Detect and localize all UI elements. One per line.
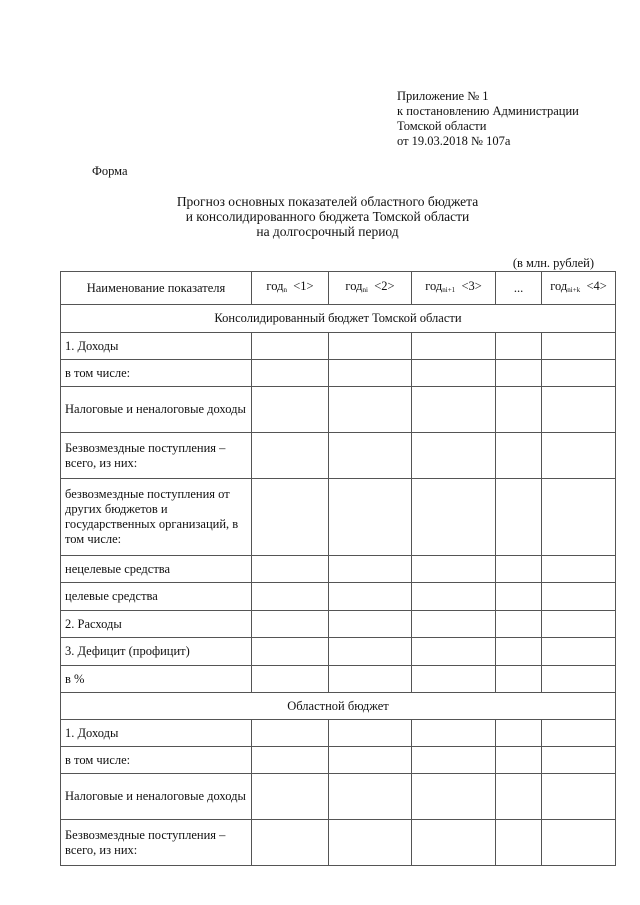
value-cell (496, 747, 542, 774)
indicator-name: в том числе: (61, 360, 252, 387)
header-subscript: ni+1 (442, 285, 456, 294)
value-cell (542, 638, 616, 666)
value-cell (542, 720, 616, 747)
value-cell (412, 820, 496, 866)
value-cell (329, 360, 412, 387)
column-header (542, 272, 616, 305)
value-cell (542, 433, 616, 479)
value-cell (412, 479, 496, 556)
appendix-line: Приложение № 1 (397, 89, 489, 103)
value-cell (412, 638, 496, 666)
indicator-name: Безвозмездные поступления – всего, из них: (61, 433, 252, 479)
value-cell (412, 720, 496, 747)
header-footnote: <3> (461, 278, 482, 293)
header-main: год (266, 278, 284, 293)
indicator-name: в том числе: (61, 747, 252, 774)
value-cell (496, 479, 542, 556)
value-cell (252, 433, 329, 479)
value-cell (496, 720, 542, 747)
column-header (61, 272, 252, 305)
table-row (61, 433, 616, 479)
table-row (61, 638, 616, 666)
table-row (61, 720, 616, 747)
value-cell (329, 774, 412, 820)
header-footnote: <4> (586, 278, 607, 293)
title-line: Прогноз основных показателей областного бюджета (176, 194, 479, 209)
header-footnote: <1> (293, 278, 314, 293)
value-cell (542, 333, 616, 360)
value-cell (252, 638, 329, 666)
value-cell (542, 556, 616, 583)
value-cell (329, 747, 412, 774)
value-cell (542, 747, 616, 774)
header-main: ... (513, 280, 524, 295)
forecast-table (60, 271, 616, 866)
header-subscript: ni (362, 285, 368, 294)
value-cell (496, 360, 542, 387)
header-footnote: <2> (374, 278, 395, 293)
table-row (61, 666, 616, 693)
value-cell (329, 720, 412, 747)
value-cell (412, 774, 496, 820)
table-row (61, 479, 616, 556)
value-cell (412, 433, 496, 479)
section-row (61, 693, 616, 720)
section-row (61, 305, 616, 333)
value-cell (329, 433, 412, 479)
value-cell (329, 333, 412, 360)
table-row (61, 747, 616, 774)
header-row (61, 272, 616, 305)
value-cell (542, 820, 616, 866)
table-row (61, 583, 616, 611)
column-header (329, 272, 412, 305)
value-cell (542, 666, 616, 693)
value-cell (252, 556, 329, 583)
table-row (61, 333, 616, 360)
indicator-name: Налоговые и неналоговые доходы (61, 774, 252, 820)
table-row (61, 820, 616, 866)
table-body (61, 305, 616, 866)
value-cell (412, 747, 496, 774)
indicator-name: Безвозмездные поступления – всего, из них: (61, 820, 252, 866)
table-row (61, 774, 616, 820)
column-header (252, 272, 329, 305)
value-cell (252, 583, 329, 611)
indicator-name: целевые средства (61, 583, 252, 611)
value-cell (329, 820, 412, 866)
value-cell (252, 360, 329, 387)
value-cell (329, 638, 412, 666)
value-cell (252, 333, 329, 360)
value-cell (542, 360, 616, 387)
appendix-line: к постановлению Администрации (397, 104, 579, 118)
value-cell (496, 611, 542, 638)
value-cell (412, 666, 496, 693)
appendix-line: от 19.03.2018 № 107а (397, 134, 511, 148)
header-main: год (550, 278, 568, 293)
indicator-name: Налоговые и неналоговые доходы (61, 387, 252, 433)
value-cell (329, 583, 412, 611)
value-cell (542, 583, 616, 611)
indicator-name: нецелевые средства (61, 556, 252, 583)
value-cell (329, 556, 412, 583)
value-cell (252, 666, 329, 693)
header-main: Наименование показателя (86, 280, 226, 295)
value-cell (412, 583, 496, 611)
value-cell (252, 611, 329, 638)
value-cell (412, 360, 496, 387)
section-title: Консолидированный бюджет Томской области (61, 305, 616, 333)
value-cell (496, 433, 542, 479)
value-cell (542, 387, 616, 433)
indicator-name: 3. Дефицит (профицит) (61, 638, 252, 666)
column-header (496, 272, 542, 305)
value-cell (329, 387, 412, 433)
value-cell (496, 666, 542, 693)
title-line: и консолидированного бюджета Томской области (185, 209, 470, 224)
appendix-block (397, 89, 579, 149)
value-cell (542, 774, 616, 820)
value-cell (252, 747, 329, 774)
header-main: год (425, 278, 443, 293)
value-cell (412, 333, 496, 360)
indicator-name: безвозмездные поступления от других бюджетов и государственных организаций, в том числе: (61, 479, 252, 556)
value-cell (412, 387, 496, 433)
indicator-name: 1. Доходы (61, 333, 252, 360)
value-cell (496, 387, 542, 433)
column-header (412, 272, 496, 305)
table-row (61, 387, 616, 433)
value-cell (496, 820, 542, 866)
value-cell (412, 556, 496, 583)
value-cell (496, 774, 542, 820)
value-cell (496, 333, 542, 360)
form-label: Форма (92, 164, 128, 178)
units-note: (в млн. рублей) (512, 256, 594, 270)
value-cell (329, 479, 412, 556)
document-title (60, 194, 595, 239)
value-cell (329, 666, 412, 693)
value-cell (329, 611, 412, 638)
value-cell (412, 611, 496, 638)
indicator-name: 2. Расходы (61, 611, 252, 638)
value-cell (252, 820, 329, 866)
title-line: на долгосрочный период (256, 224, 399, 239)
value-cell (252, 479, 329, 556)
table-row (61, 360, 616, 387)
value-cell (542, 611, 616, 638)
header-main: год (345, 278, 363, 293)
indicator-name: в % (61, 666, 252, 693)
section-title: Областной бюджет (61, 693, 616, 720)
value-cell (252, 387, 329, 433)
indicator-name: 1. Доходы (61, 720, 252, 747)
table-row (61, 611, 616, 638)
header-subscript: ni+k (567, 285, 581, 294)
value-cell (496, 556, 542, 583)
appendix-line: Томской области (397, 119, 487, 133)
value-cell (496, 638, 542, 666)
value-cell (252, 720, 329, 747)
value-cell (542, 479, 616, 556)
value-cell (496, 583, 542, 611)
header-subscript: n (283, 285, 287, 294)
value-cell (252, 774, 329, 820)
table-row (61, 556, 616, 583)
